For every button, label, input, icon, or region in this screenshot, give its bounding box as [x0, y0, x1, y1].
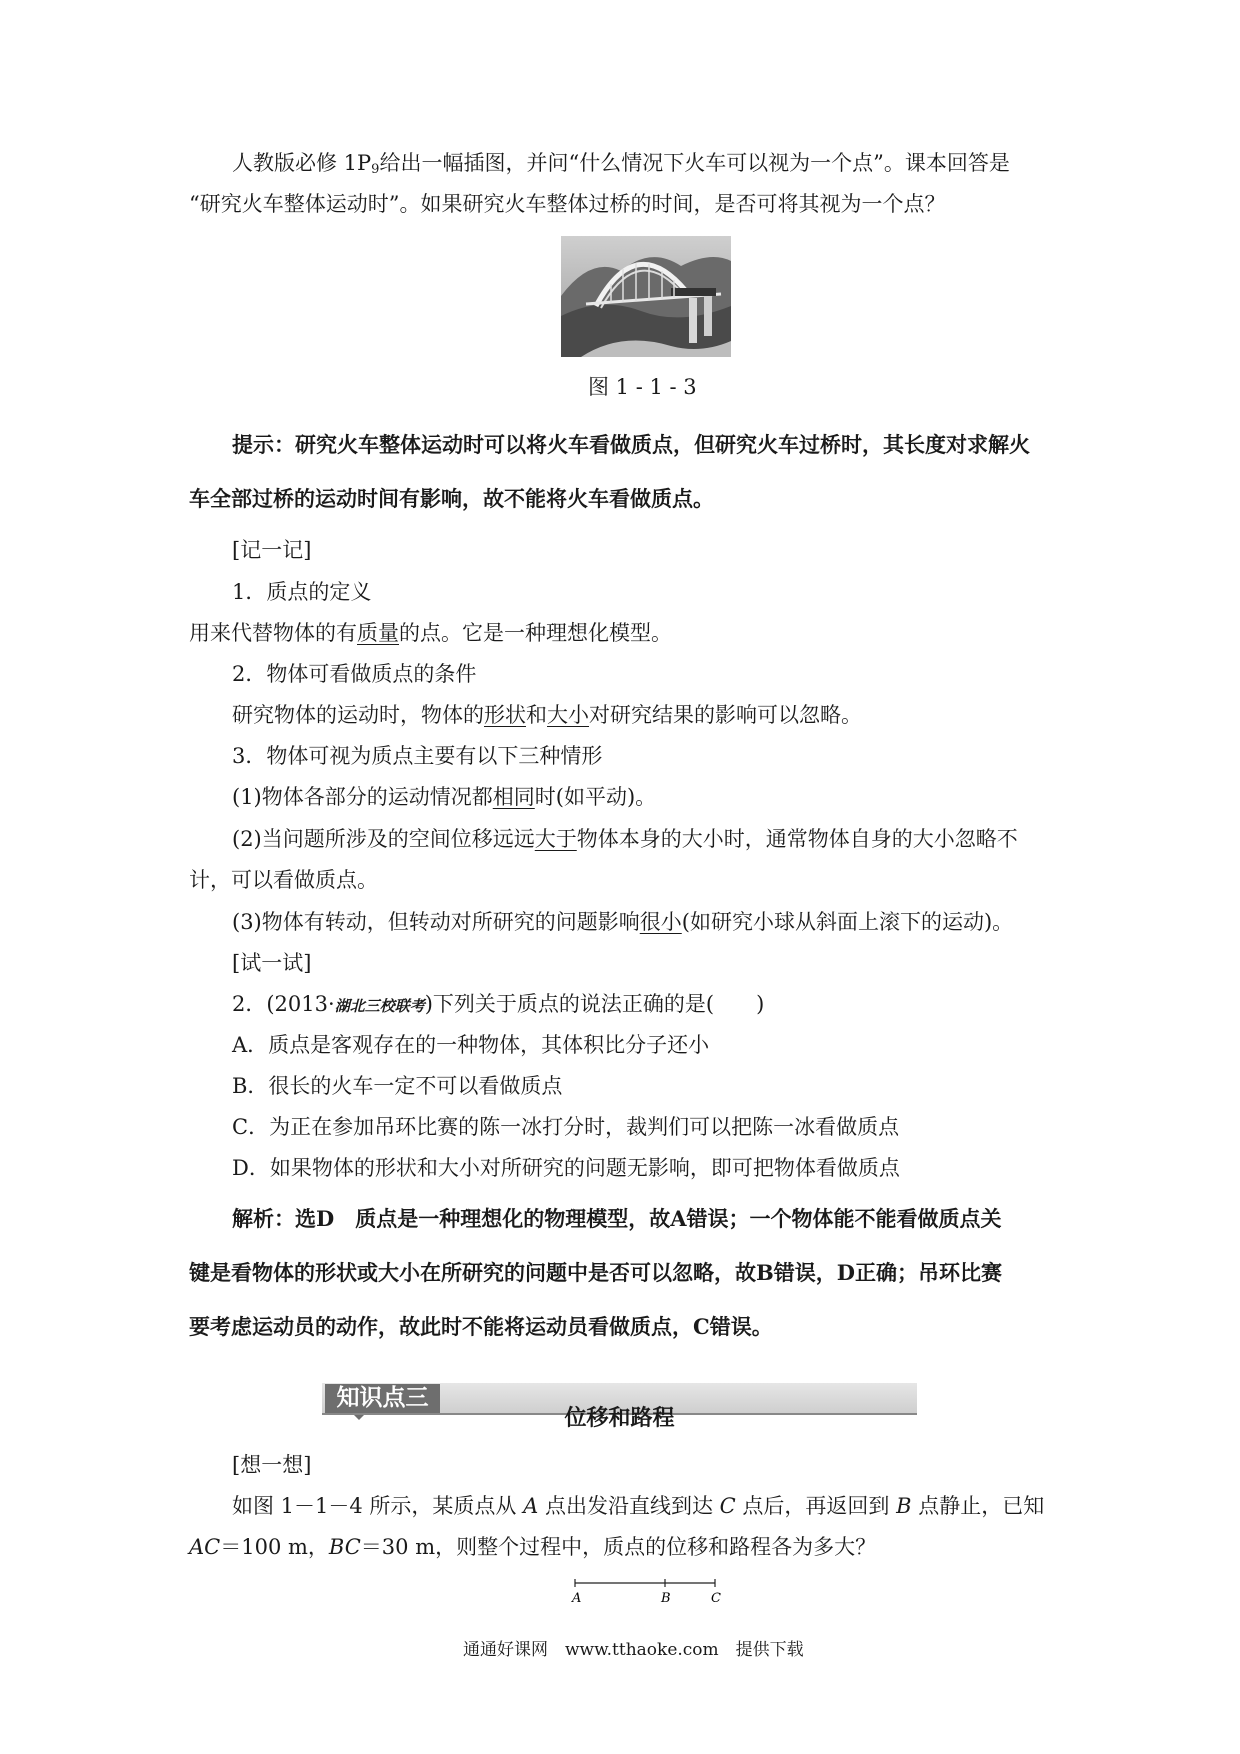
remember-heading: [记一记]: [232, 538, 312, 562]
remember-item-3-title: 3．物体可视为质点主要有以下三种情形: [232, 744, 603, 768]
analysis-line-1: 解析：选D 质点是一种理想化的物理模型，故A错误；一个物体能不能看做质点关: [232, 1206, 1002, 1231]
abc-line-diagram: [570, 1578, 730, 1608]
think-line-1: 如图 1－1－4 所示，某质点从 A 点出发沿直线到达 C 点后，再返回到 B 点静止，已知: [232, 1494, 1045, 1518]
section-title: 位移和路程: [564, 1405, 675, 1431]
option-b: B．很长的火车一定不可以看做质点: [232, 1074, 563, 1098]
analysis-line-3: 要考虑运动员的动作，故此时不能将运动员看做质点，C错误。: [189, 1314, 773, 1339]
bridge-photo: [561, 236, 731, 357]
section-tag: 知识点三: [325, 1384, 440, 1413]
footer-text: 通通好课网 www.tthaoke.com 提供下载: [463, 1640, 804, 1660]
intro-line-1: 人教版必修 $1P_9$给出一幅插图，并问“什么情况下火车可以视为一个点”。课本回答是: [232, 151, 1010, 177]
hint-line-1: 提示：研究火车整体运动时可以将火车看做质点，但研究火车过桥时，其长度对求解火: [232, 432, 1030, 457]
option-c: C．为正在参加吊环比赛的陈一冰打分时，裁判们可以把陈一冰看做质点: [232, 1115, 900, 1139]
label-b: B: [661, 1591, 671, 1606]
analysis-line-2: 键是看物体的形状或大小在所研究的问题中是否可以忽略，故B错误，D正确；吊环比赛: [189, 1260, 1002, 1285]
label-c: C: [711, 1591, 721, 1606]
condition-2-cont: 计，可以看做质点。: [189, 868, 378, 892]
figure-caption: 图 1 - 1 - 3: [588, 375, 697, 399]
option-d: D．如果物体的形状和大小对所研究的问题无影响，即可把物体看做质点: [232, 1156, 900, 1180]
intro-line-2: “研究火车整体运动时”。如果研究火车整体过桥的时间，是否可将其视为一个点？: [189, 192, 946, 216]
hint-line-2: 车全部过桥的运动时间有影响，故不能将火车看做质点。: [189, 486, 714, 511]
remember-item-1-text: 用来代替物体的有质量的点。它是一种理想化模型。: [189, 621, 672, 645]
remember-item-2-title: 2．物体可看做质点的条件: [232, 662, 477, 686]
condition-3: (3)物体有转动，但转动对所研究的问题影响很小(如研究小球从斜面上滚下的运动)。: [232, 910, 1014, 934]
question-stem: 2．(2013·湖北三校联考)下列关于质点的说法正确的是( ): [232, 992, 765, 1016]
option-a: A．质点是客观存在的一种物体，其体积比分子还小: [232, 1033, 710, 1057]
remember-item-2-text: 研究物体的运动时，物体的形状和大小对研究结果的影响可以忽略。: [232, 703, 862, 727]
section-header: [322, 1383, 917, 1431]
think-heading: [想一想]: [232, 1453, 312, 1477]
remember-item-1-title: 1．质点的定义: [232, 580, 372, 604]
try-heading: [试一试]: [232, 951, 312, 975]
condition-2: (2)当问题所涉及的空间位移远远大于物体本身的大小时，通常物体自身的大小忽略不: [232, 827, 1018, 851]
think-line-2: AC＝100 m，BC＝30 m，则整个过程中，质点的位移和路程各为多大？: [189, 1535, 877, 1559]
condition-1: (1)物体各部分的运动情况都相同时(如平动)。: [232, 785, 657, 809]
label-a: A: [572, 1591, 582, 1606]
